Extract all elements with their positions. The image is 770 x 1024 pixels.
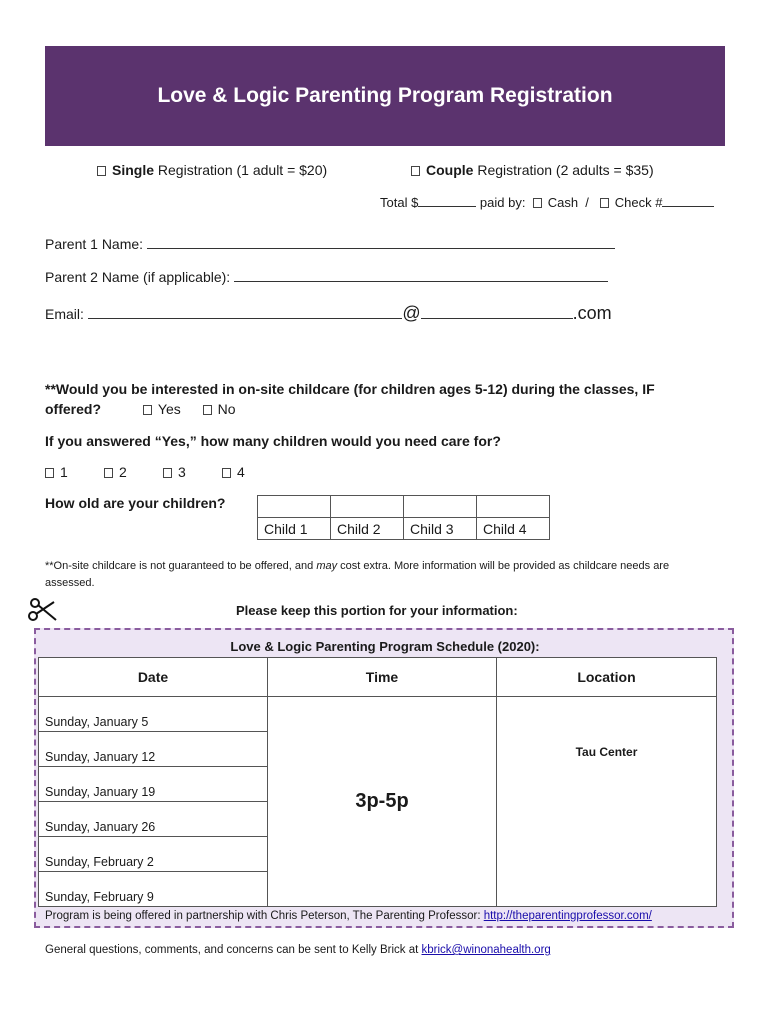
check-label: Check # (614, 195, 663, 210)
schedule-date: Sunday, January 12 (39, 732, 268, 767)
schedule-time: 3p-5p (268, 697, 497, 907)
single-registration-option[interactable] (97, 162, 327, 178)
schedule-date: Sunday, February 9 (39, 872, 268, 907)
note-part-b: cost extra. More information will be provided as childcare needs are (337, 560, 670, 572)
child-2-label: Child 2 (331, 518, 404, 540)
time-column-header: Time (268, 658, 497, 697)
parent2-label: Parent 2 Name (if applicable): (45, 269, 231, 285)
count-1-checkbox[interactable] (45, 468, 54, 478)
cash-label: Cash (547, 195, 579, 210)
single-label: Registration (1 adult = $20) (154, 162, 328, 178)
check-checkbox[interactable] (600, 198, 609, 208)
child-3-age-input[interactable] (404, 496, 477, 518)
childcare-question-row2 (45, 401, 236, 417)
date-column-header: Date (39, 658, 268, 697)
child-1-label: Child 1 (258, 518, 331, 540)
how-many-question: If you answered “Yes,” how many children would you need care for? (45, 433, 501, 449)
parent2-row (45, 269, 608, 285)
contact-email-link[interactable]: kbrick@winonahealth.org (421, 944, 551, 956)
check-number-field[interactable] (662, 194, 714, 207)
count-4-label: 4 (237, 464, 245, 480)
paid-by-label: paid by: (476, 195, 526, 210)
location-column-header: Location (497, 658, 717, 697)
count-4-checkbox[interactable] (222, 468, 231, 478)
child-1-age-input[interactable] (258, 496, 331, 518)
count-1-label: 1 (60, 464, 68, 480)
yes-checkbox[interactable] (143, 405, 152, 415)
email-domain-field[interactable] (421, 306, 573, 319)
schedule-location: Tau Center (497, 697, 717, 907)
count-option-1[interactable] (45, 464, 68, 480)
count-option-3[interactable] (163, 464, 186, 480)
single-label-bold: Single (112, 162, 155, 178)
child-3-label: Child 3 (404, 518, 477, 540)
payment-separator: / (585, 195, 589, 210)
partnership-text: Program is being offered in partnership with Chris Peterson, The Parenting Professor: (45, 910, 484, 922)
scissors-icon (26, 596, 58, 626)
note-part-c: assessed. (45, 577, 95, 589)
parent1-row (45, 236, 615, 252)
schedule-date: Sunday, February 2 (39, 837, 268, 872)
schedule-table (38, 657, 717, 907)
payment-row (380, 194, 714, 210)
children-ages-table (257, 495, 550, 540)
how-old-question: How old are your children? (45, 495, 226, 511)
page-title: Love & Logic Parenting Program Registration (157, 84, 613, 107)
count-2-label: 2 (119, 464, 127, 480)
partnership-note (45, 910, 652, 922)
total-amount-field[interactable] (418, 194, 476, 207)
footer (45, 944, 551, 956)
email-label: Email: (45, 306, 84, 322)
yes-label: Yes (157, 401, 181, 417)
parent2-name-field[interactable] (234, 269, 608, 282)
footer-text: General questions, comments, and concerns can be sent to Kelly Brick at (45, 944, 422, 956)
title-banner (45, 46, 725, 146)
email-row (45, 303, 612, 324)
parent1-name-field[interactable] (147, 236, 615, 249)
note-part-a: **On-site childcare is not guaranteed to be offered, and (45, 560, 317, 572)
child-2-age-input[interactable] (331, 496, 404, 518)
count-option-4[interactable] (222, 464, 245, 480)
couple-registration-option[interactable] (411, 162, 654, 178)
schedule-date: Sunday, January 5 (39, 697, 268, 732)
cash-checkbox[interactable] (533, 198, 542, 208)
childcare-question-line2: offered? (45, 401, 101, 417)
child-4-label: Child 4 (477, 518, 550, 540)
childcare-question-line1: **Would you be interested in on-site childcare (for children ages 5-12) during the classes, IF (45, 381, 655, 397)
count-2-checkbox[interactable] (104, 468, 113, 478)
email-user-field[interactable] (88, 306, 402, 319)
count-3-checkbox[interactable] (163, 468, 172, 478)
total-label: Total $ (380, 195, 419, 210)
count-3-label: 3 (178, 464, 186, 480)
single-checkbox[interactable] (97, 166, 106, 176)
couple-label-bold: Couple (426, 162, 474, 178)
schedule-date: Sunday, January 19 (39, 767, 268, 802)
child-4-age-input[interactable] (477, 496, 550, 518)
schedule-date: Sunday, January 26 (39, 802, 268, 837)
keep-portion-heading: Please keep this portion for your information: (236, 603, 518, 618)
childcare-question (45, 381, 725, 397)
couple-label: Registration (2 adults = $35) (473, 162, 654, 178)
note-emphasis: may (316, 560, 338, 572)
parenting-professor-link[interactable]: http://theparentingprofessor.com/ (483, 910, 652, 922)
childcare-note (45, 558, 735, 592)
no-checkbox[interactable] (203, 405, 212, 415)
schedule-title: Love & Logic Parenting Program Schedule (2020): (230, 639, 540, 654)
count-option-2[interactable] (104, 464, 127, 480)
parent1-label: Parent 1 Name: (45, 236, 144, 252)
email-at-sign: @ (402, 303, 421, 323)
email-dotcom: .com (572, 303, 612, 323)
no-label: No (217, 401, 236, 417)
couple-checkbox[interactable] (411, 166, 420, 176)
